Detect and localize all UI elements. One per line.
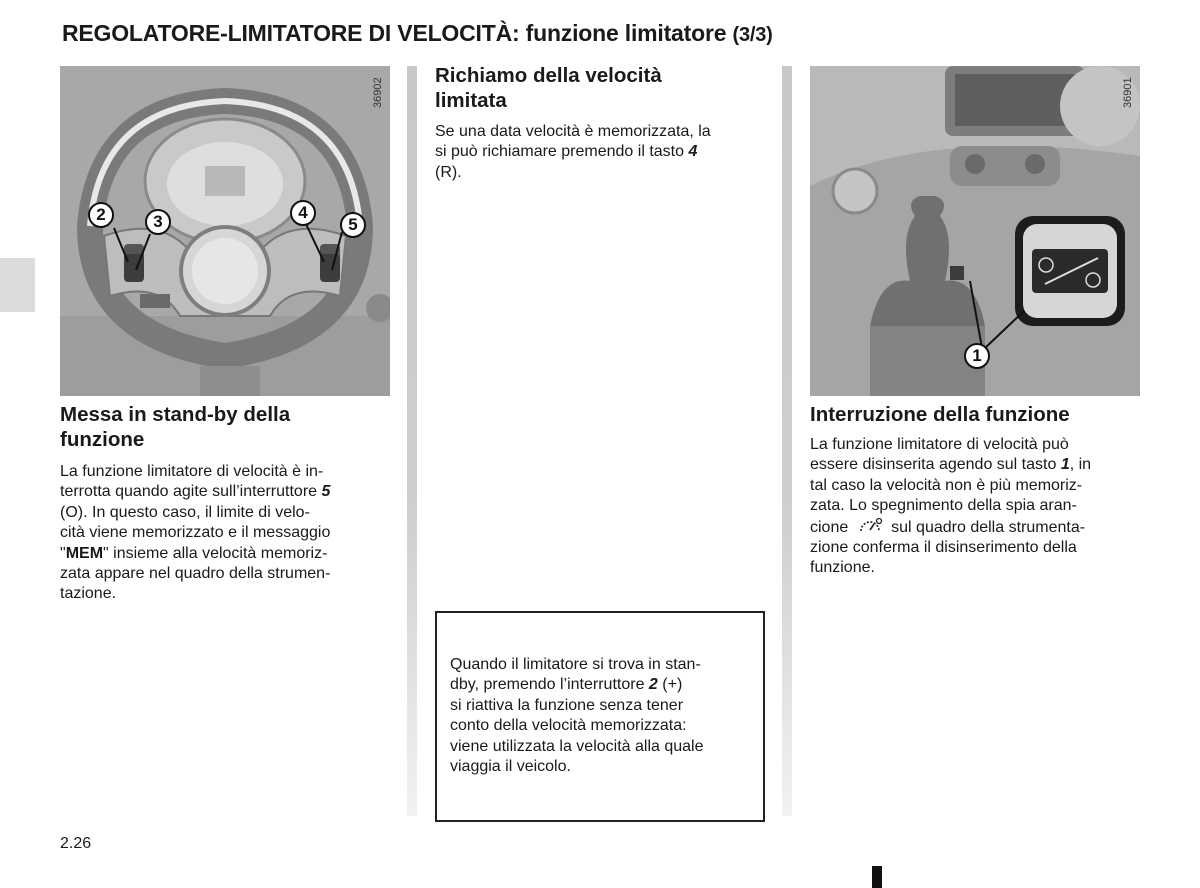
page-title-suffix: (3/3) xyxy=(732,24,773,46)
text-line: zata. Lo spegnimento della spia aran- xyxy=(810,497,1077,515)
key-reference: 5 xyxy=(321,483,331,501)
text-line: cità viene memorizzato e il messaggio xyxy=(60,524,331,542)
text-line: (O). In questo caso, il limite di velo- xyxy=(60,503,310,521)
text-line xyxy=(450,675,750,695)
text-line: Se una data velocità è memorizzata, la xyxy=(435,123,711,140)
text-line: (R). xyxy=(435,163,462,181)
heading-line: funzione xyxy=(60,428,145,451)
speed-limiter-warning-icon xyxy=(857,517,883,535)
section-heading-recall xyxy=(435,63,662,113)
text-segment: dby, premendo l’interruttore xyxy=(450,676,645,694)
text-line: tal caso la velocità non è più memoriz- xyxy=(810,476,1083,494)
text-line: viene utilizzata la velocità alla quale xyxy=(450,737,704,755)
text-line: viaggia il veicolo. xyxy=(450,758,571,776)
page-edge-mark xyxy=(872,866,882,888)
column-divider-left xyxy=(407,66,417,816)
callout-4: 4 xyxy=(290,200,316,226)
section-tab-marker xyxy=(0,258,35,312)
text-line xyxy=(435,142,765,162)
note-box xyxy=(435,611,765,822)
key-reference: 2 xyxy=(648,676,658,694)
figure-code: 36902 xyxy=(372,77,384,108)
text-line: zione conferma il disinserimento della xyxy=(810,539,1077,557)
figure-code: 36901 xyxy=(1122,77,1134,108)
mem-message: MEM xyxy=(65,544,104,562)
text-line xyxy=(810,455,1140,475)
callout-5: 5 xyxy=(340,212,366,238)
text-line xyxy=(810,517,1140,538)
key-reference: 4 xyxy=(688,143,698,161)
text-line: Quando il limitatore si trova in stan- xyxy=(450,656,701,673)
note-text xyxy=(450,655,750,777)
text-line: tazione. xyxy=(60,585,117,603)
text-line: si riattiva la funzione senza tener xyxy=(450,696,684,714)
text-segment: terrotta quando agite sull’interruttore xyxy=(60,483,318,501)
text-segment: " xyxy=(60,544,66,562)
heading-line: Messa in stand-by della xyxy=(60,403,291,426)
page-title xyxy=(62,20,773,47)
text-line: conto della velocità memorizzata: xyxy=(450,717,687,735)
text-segment: essere disinserita agendo sul tasto xyxy=(810,456,1057,474)
callout-1: 1 xyxy=(964,343,990,369)
heading-line: limitata xyxy=(435,89,507,112)
recall-paragraph xyxy=(435,122,765,183)
text-segment: cione xyxy=(810,518,849,536)
text-line xyxy=(60,482,390,502)
section-heading-standby xyxy=(60,402,290,452)
standby-paragraph xyxy=(60,462,390,605)
page-title-main: REGOLATORE-LIMITATORE DI VELOCITÀ: funzione limitatore xyxy=(62,20,727,46)
text-line: funzione. xyxy=(810,559,875,577)
key-reference: 1 xyxy=(1060,456,1070,474)
text-line: La funzione limitatore di velocità può xyxy=(810,436,1069,453)
text-segment: (+) xyxy=(662,676,683,694)
interruption-paragraph xyxy=(810,435,1140,579)
text-segment: sul quadro della strumenta- xyxy=(891,518,1086,536)
column-divider-right xyxy=(782,66,792,816)
page-number: 2.26 xyxy=(60,835,92,852)
text-segment: , in xyxy=(1069,456,1092,474)
steering-wheel-illustration xyxy=(60,66,390,396)
gear-shift-illustration xyxy=(810,66,1140,396)
text-segment: si può richiamare premendo il tasto xyxy=(435,143,685,161)
text-line: zata appare nel quadro della strumen- xyxy=(60,565,331,583)
heading-line: Richiamo della velocità xyxy=(435,64,662,87)
callout-2: 2 xyxy=(88,202,114,228)
text-line xyxy=(60,544,390,564)
section-heading-interruption: Interruzione della funzione xyxy=(810,403,1070,426)
text-line: La funzione limitatore di velocità è in- xyxy=(60,463,324,480)
callout-3: 3 xyxy=(145,209,171,235)
text-segment: " insieme alla velocità memoriz- xyxy=(103,544,328,562)
